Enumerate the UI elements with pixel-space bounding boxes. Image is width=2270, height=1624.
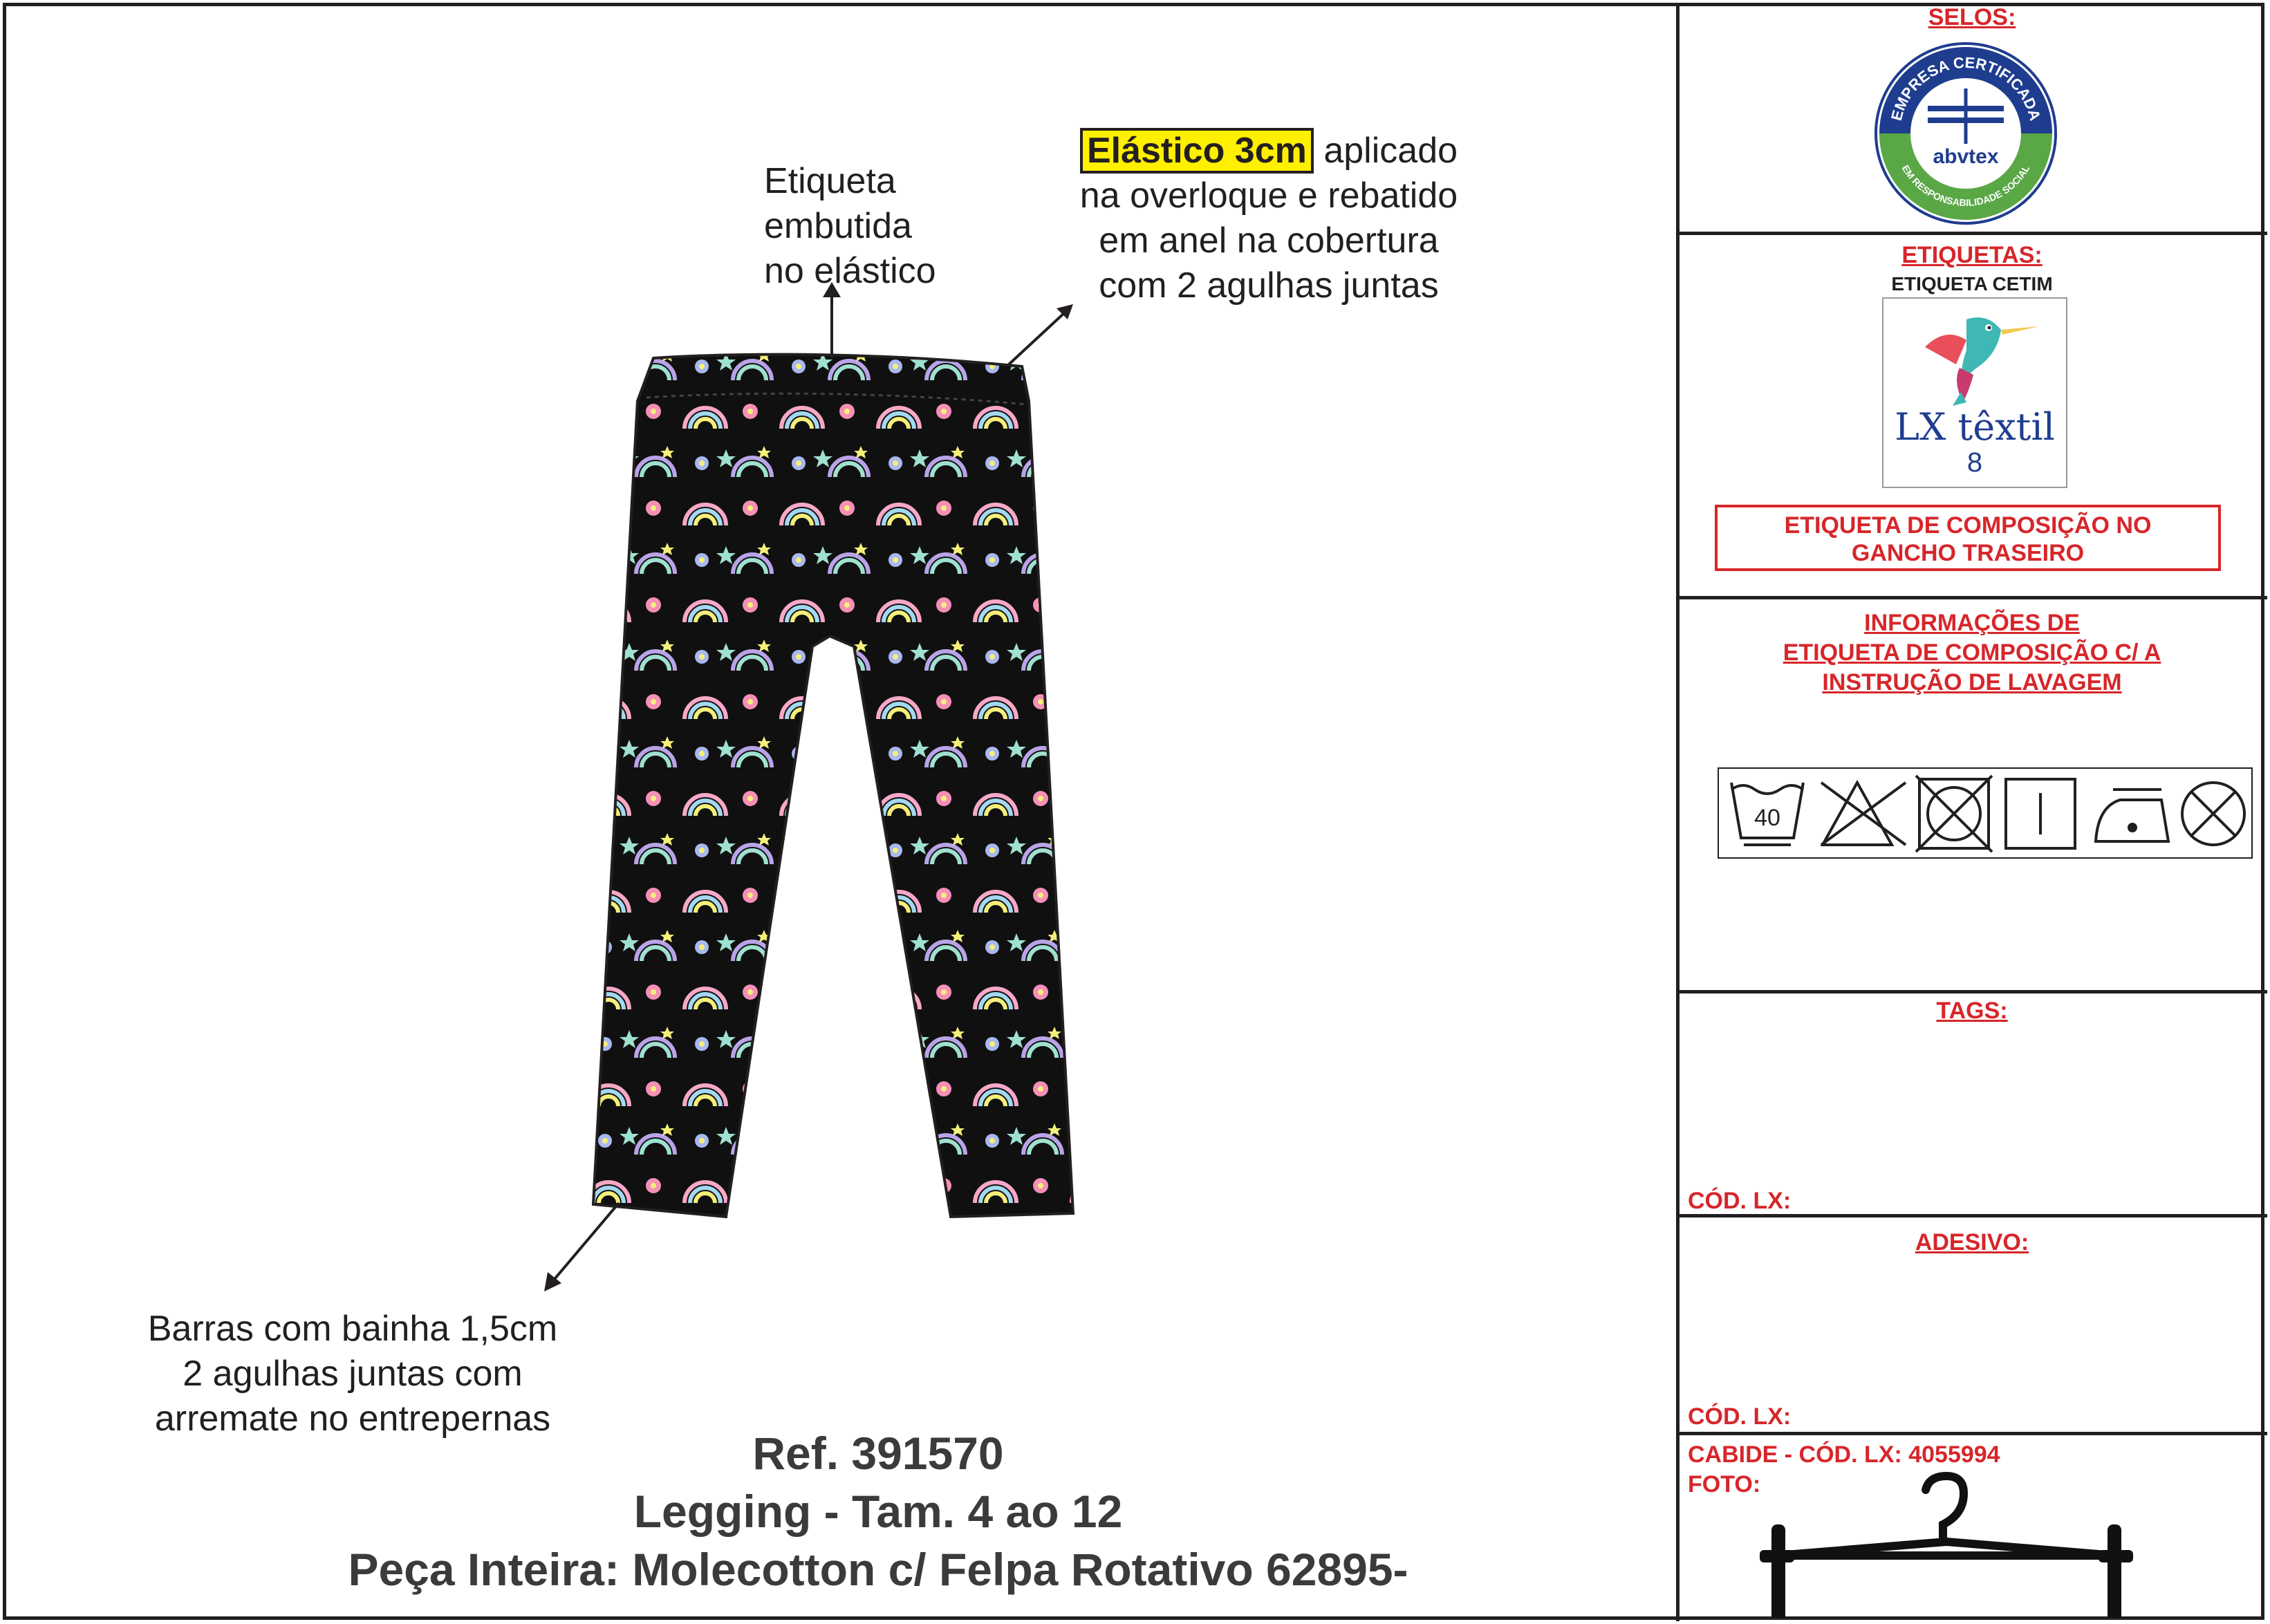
hanger-icon (1756, 1466, 2143, 1618)
section-divider (1676, 1432, 2267, 1435)
svg-text:EM RESPONSABILIDADE SOCIAL: EM RESPONSABILIDADE SOCIAL (1899, 162, 2032, 209)
care-symbols (1719, 769, 2251, 857)
elastic-highlight: Elástico 3cm (1080, 128, 1314, 174)
line-dry-icon (2006, 779, 2075, 848)
care-instructions (1718, 767, 2253, 859)
no-bleach-icon (1821, 783, 1906, 845)
no-tumble-dry-icon (1916, 776, 1992, 852)
iron-low-icon (2096, 790, 2168, 841)
annotation-line: 2 agulhas juntas com (183, 1354, 523, 1394)
annotation-line: em anel na cobertura (1099, 221, 1439, 261)
informacoes-title-line: INFORMAÇÕES DE (1864, 610, 2080, 636)
composition-note-line: ETIQUETA DE COMPOSIÇÃO NO (1784, 512, 2152, 539)
abvtex-seal-icon (1872, 40, 2059, 227)
svg-text:40: 40 (1754, 805, 1780, 831)
svg-text:EMPRESA CERTIFICADA: EMPRESA CERTIFICADA (1887, 53, 2045, 123)
tags-title: TAGS: (1936, 998, 2008, 1024)
annotation-line: no elástico (764, 251, 936, 291)
annotation-line: arremate no entrepernas (154, 1399, 551, 1439)
product-description: Legging - Tam. 4 ao 12 (633, 1486, 1123, 1537)
etiqueta-cetim-label: ETIQUETA CETIM (1891, 273, 2053, 295)
informacoes-title-line: ETIQUETA DE COMPOSIÇÃO C/ A (1783, 640, 2161, 666)
etiquetas-title: ETIQUETAS: (1901, 242, 2043, 268)
cabide-code: CABIDE - CÓD. LX: 4055994 (1688, 1441, 2000, 1468)
informacoes-title-line: INSTRUÇÃO DE LAVAGEM (1822, 669, 2122, 696)
adesivo-title: ADESIVO: (1915, 1229, 2029, 1256)
composition-note-box (1715, 505, 2221, 571)
annotation-line: aplicado (1323, 131, 1458, 171)
reference-block (207, 1424, 1549, 1598)
foto-label: FOTO: (1688, 1471, 1761, 1497)
no-dry-clean-icon (2182, 783, 2244, 845)
lx-textil-brand: LX têxtil (1895, 405, 2055, 449)
hem-annotation (111, 1307, 595, 1441)
section-divider (1676, 990, 2267, 993)
annotation-line: Barras com bainha 1,5cm (147, 1309, 558, 1349)
elastic-annotation (1041, 129, 1497, 308)
waistband-label-annotation (764, 159, 936, 294)
fabric-description: Peça Inteira: Molecotton c/ Felpa Rotativo 62895- (348, 1544, 1408, 1595)
informacoes-title (1680, 608, 2264, 698)
label-size: 8 (1966, 447, 1983, 478)
annotation-line: Etiqueta (764, 161, 896, 201)
section-divider (1676, 596, 2267, 599)
hummingbird-logo-icon (1883, 299, 2066, 409)
annotation-line: embutida (764, 206, 912, 246)
reference-number: Ref. 391570 (752, 1428, 1004, 1479)
selos-title: SELOS: (1928, 4, 2016, 30)
wash-40-icon (1731, 783, 1803, 845)
annotation-line: na overloque e rebatido (1079, 176, 1458, 216)
annotation-line: com 2 agulhas juntas (1099, 265, 1439, 306)
tags-cod-label: CÓD. LX: (1688, 1188, 1792, 1214)
section-divider (1676, 232, 2267, 235)
lx-textil-label (1882, 297, 2067, 488)
adesivo-cod-label: CÓD. LX: (1688, 1403, 1792, 1430)
svg-text:abvtex: abvtex (1933, 145, 1999, 168)
composition-note-line: GANCHO TRASEIRO (1851, 540, 2085, 566)
